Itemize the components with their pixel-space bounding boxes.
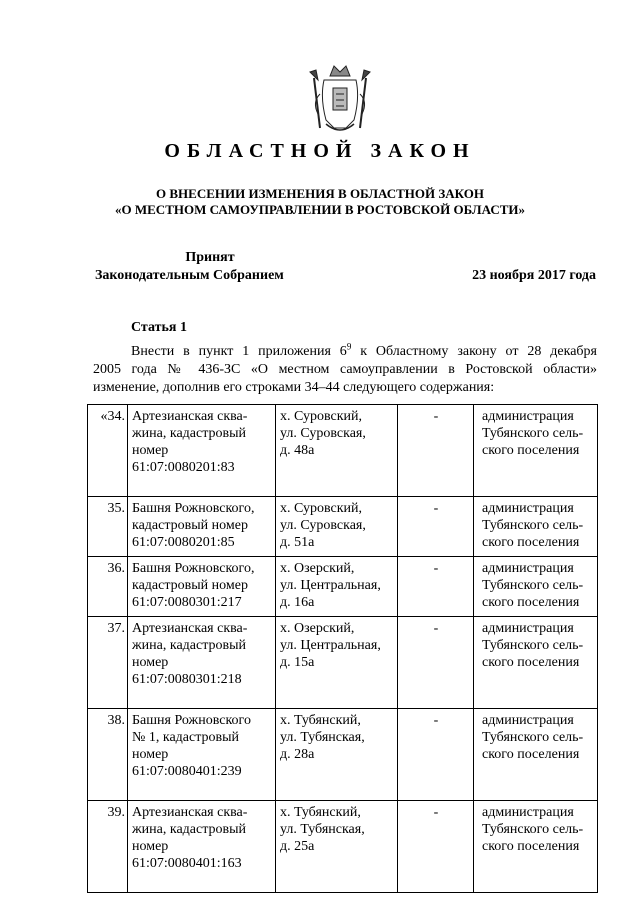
address-line: х. Озерский, xyxy=(280,621,355,636)
owner-line: Тубянского сель- xyxy=(482,578,584,593)
object-line: 61:07:0080301:217 xyxy=(132,595,242,610)
row-number: «34. xyxy=(88,405,128,497)
address-line: х. Тубянский, xyxy=(280,805,361,820)
empty-value-dash: - xyxy=(398,709,474,801)
object-line: номер xyxy=(132,747,169,762)
owner-line: администрация xyxy=(482,561,574,576)
object-address xyxy=(276,617,398,709)
object-description xyxy=(128,801,276,893)
owner-administration xyxy=(474,557,598,617)
address-line: х. Тубянский, xyxy=(280,713,361,728)
object-line: № 1, кадастровый xyxy=(132,730,240,745)
owner-line: администрация xyxy=(482,621,574,636)
object-address xyxy=(276,497,398,557)
amendment-table xyxy=(87,404,598,893)
paragraph-line-2: 2005 года № 436-ЗС «О местном самоуправлении в Ростовской области» xyxy=(93,362,597,377)
address-line: х. Озерский, xyxy=(280,561,355,576)
empty-value-dash: - xyxy=(398,617,474,709)
empty-value-dash: - xyxy=(398,557,474,617)
object-line: кадастровый номер xyxy=(132,578,248,593)
owner-administration xyxy=(474,405,598,497)
table-row xyxy=(88,405,598,497)
owner-line: ского поселения xyxy=(482,535,580,550)
object-line: номер xyxy=(132,443,169,458)
object-address xyxy=(276,557,398,617)
owner-line: Тубянского сель- xyxy=(482,638,584,653)
adopted-label: Принят xyxy=(185,250,235,265)
object-description xyxy=(128,405,276,497)
address-line: ул. Тубянская, xyxy=(280,730,365,745)
article-heading: Статья 1 xyxy=(131,320,187,335)
row-number: 35. xyxy=(88,497,128,557)
address-line: д. 28а xyxy=(280,747,315,762)
owner-line: Тубянского сель- xyxy=(482,822,584,837)
table-row xyxy=(88,801,598,893)
address-line: ул. Суровская, xyxy=(280,426,366,441)
owner-administration xyxy=(474,497,598,557)
object-address xyxy=(276,801,398,893)
article-paragraph xyxy=(93,343,597,397)
object-description xyxy=(128,709,276,801)
document-subtitle xyxy=(0,186,640,218)
address-line: ул. Центральная, xyxy=(280,638,381,653)
table-row xyxy=(88,709,598,801)
address-line: ул. Центральная, xyxy=(280,578,381,593)
object-address xyxy=(276,709,398,801)
object-line: номер xyxy=(132,655,169,670)
object-line: 61:07:0080401:239 xyxy=(132,764,242,779)
object-description xyxy=(128,497,276,557)
owner-line: Тубянского сель- xyxy=(482,426,584,441)
row-number: 36. xyxy=(88,557,128,617)
address-line: х. Суровский, xyxy=(280,409,363,424)
object-line: 61:07:0080201:83 xyxy=(132,460,235,475)
owner-line: ского поселения xyxy=(482,443,580,458)
row-number: 38. xyxy=(88,709,128,801)
object-line: Башня Рожновского xyxy=(132,713,251,728)
paragraph-line-3: изменение, дополнив его строками 34–44 следующего содержания: xyxy=(93,380,495,395)
owner-administration xyxy=(474,709,598,801)
owner-line: администрация xyxy=(482,501,574,516)
object-line: 61:07:0080401:163 xyxy=(132,856,242,871)
object-address xyxy=(276,405,398,497)
owner-line: ского поселения xyxy=(482,655,580,670)
adopted-date: 23 ноября 2017 года xyxy=(472,268,596,283)
table-row xyxy=(88,617,598,709)
owner-line: администрация xyxy=(482,409,574,424)
object-line: Артезианская сква- xyxy=(132,409,248,424)
empty-value-dash: - xyxy=(398,497,474,557)
adopted-by: Законодательным Собранием xyxy=(95,268,284,283)
paragraph-line-1: Внести в пункт 1 приложения $6^9$ к Областному закону от 28 декабря xyxy=(131,341,597,359)
owner-line: ского поселения xyxy=(482,839,580,854)
address-line: ул. Тубянская, xyxy=(280,822,365,837)
address-line: д. 48а xyxy=(280,443,315,458)
object-line: жина, кадастровый xyxy=(132,822,247,837)
row-number: 37. xyxy=(88,617,128,709)
object-line: кадастровый номер xyxy=(132,518,248,533)
object-line: жина, кадастровый xyxy=(132,426,247,441)
owner-line: Тубянского сель- xyxy=(482,730,584,745)
row-number: 39. xyxy=(88,801,128,893)
object-line: Башня Рожновского, xyxy=(132,501,255,516)
address-line: х. Суровский, xyxy=(280,501,363,516)
owner-line: Тубянского сель- xyxy=(482,518,584,533)
address-line: д. 25а xyxy=(280,839,315,854)
owner-administration xyxy=(474,801,598,893)
owner-line: администрация xyxy=(482,805,574,820)
owner-line: ского поселения xyxy=(482,595,580,610)
object-line: Артезианская сква- xyxy=(132,805,248,820)
object-description xyxy=(128,617,276,709)
subtitle-line-2: «О МЕСТНОМ САМОУПРАВЛЕНИИ В РОСТОВСКОЙ ОБЛАСТИ» xyxy=(115,202,525,217)
table-row xyxy=(88,557,598,617)
object-line: 61:07:0080201:85 xyxy=(132,535,235,550)
empty-value-dash: - xyxy=(398,801,474,893)
object-line: номер xyxy=(132,839,169,854)
empty-value-dash: - xyxy=(398,405,474,497)
object-line: жина, кадастровый xyxy=(132,638,247,653)
address-line: д. 15а xyxy=(280,655,315,670)
object-line: 61:07:0080301:218 xyxy=(132,672,242,687)
coat-of-arms-emblem xyxy=(300,58,380,138)
object-line: Башня Рожновского, xyxy=(132,561,255,576)
address-line: д. 16а xyxy=(280,595,315,610)
address-line: ул. Суровская, xyxy=(280,518,366,533)
owner-line: ского поселения xyxy=(482,747,580,762)
owner-administration xyxy=(474,617,598,709)
subtitle-line-1: О ВНЕСЕНИИ ИЗМЕНЕНИЯ В ОБЛАСТНОЙ ЗАКОН xyxy=(156,186,484,201)
document-title: ОБЛАСТНОЙ ЗАКОН xyxy=(164,140,476,162)
owner-line: администрация xyxy=(482,713,574,728)
object-description xyxy=(128,557,276,617)
object-line: Артезианская сква- xyxy=(132,621,248,636)
table-row xyxy=(88,497,598,557)
address-line: д. 51а xyxy=(280,535,315,550)
